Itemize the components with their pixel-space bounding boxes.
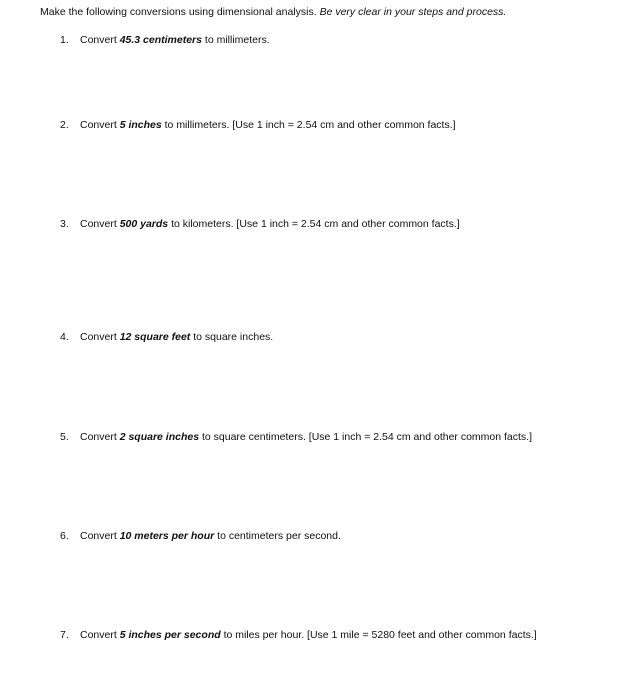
- instructions-emphasis: Be very clear in your steps and process.: [319, 6, 507, 18]
- problem-number: 2.: [60, 119, 69, 131]
- problem-quantity: 5 inches: [119, 119, 162, 131]
- problem-target: to centimeters per second.: [217, 530, 341, 542]
- problem-5: [60, 431, 532, 443]
- problem-7: [60, 629, 537, 641]
- problem-target: to square inches.: [193, 331, 274, 343]
- problem-verb: Convert: [80, 34, 117, 46]
- problem-6: [60, 530, 341, 542]
- problem-target: to miles per hour. [Use 1 mile = 5280 feet and other common facts.]: [223, 629, 537, 641]
- problem-quantity: 2 square inches: [119, 431, 200, 443]
- problem-quantity: 5 inches per second: [119, 629, 221, 641]
- problem-target: to millimeters. [Use 1 inch = 2.54 cm and other common facts.]: [164, 119, 456, 131]
- problem-number: 6.: [60, 530, 69, 542]
- problem-verb: Convert: [80, 629, 117, 641]
- problem-3: [60, 218, 460, 230]
- problem-target: to square centimeters. [Use 1 inch = 2.54 cm and other common facts.]: [201, 431, 533, 443]
- problem-number: 5.: [60, 431, 69, 443]
- problem-quantity: 10 meters per hour: [119, 530, 215, 542]
- problem-verb: Convert: [80, 119, 117, 131]
- problem-quantity: 500 yards: [119, 218, 169, 230]
- problem-target: to kilometers. [Use 1 inch = 2.54 cm and other common facts.]: [171, 218, 460, 230]
- problem-2: [60, 119, 456, 131]
- problem-number: 1.: [60, 34, 69, 46]
- problem-quantity: 45.3 centimeters: [119, 34, 202, 46]
- problem-number: 7.: [60, 629, 69, 641]
- problem-verb: Convert: [80, 218, 117, 230]
- problem-verb: Convert: [80, 331, 117, 343]
- problem-verb: Convert: [80, 530, 117, 542]
- problem-quantity: 12 square feet: [119, 331, 191, 343]
- problem-target: to millimeters.: [204, 34, 270, 46]
- problem-1: [60, 34, 270, 46]
- problem-number: 3.: [60, 218, 69, 230]
- problem-4: [60, 331, 273, 343]
- problem-number: 4.: [60, 331, 69, 343]
- instructions: [40, 6, 506, 18]
- problem-verb: Convert: [80, 431, 117, 443]
- instructions-text: Make the following conversions using dimensional analysis.: [40, 6, 317, 18]
